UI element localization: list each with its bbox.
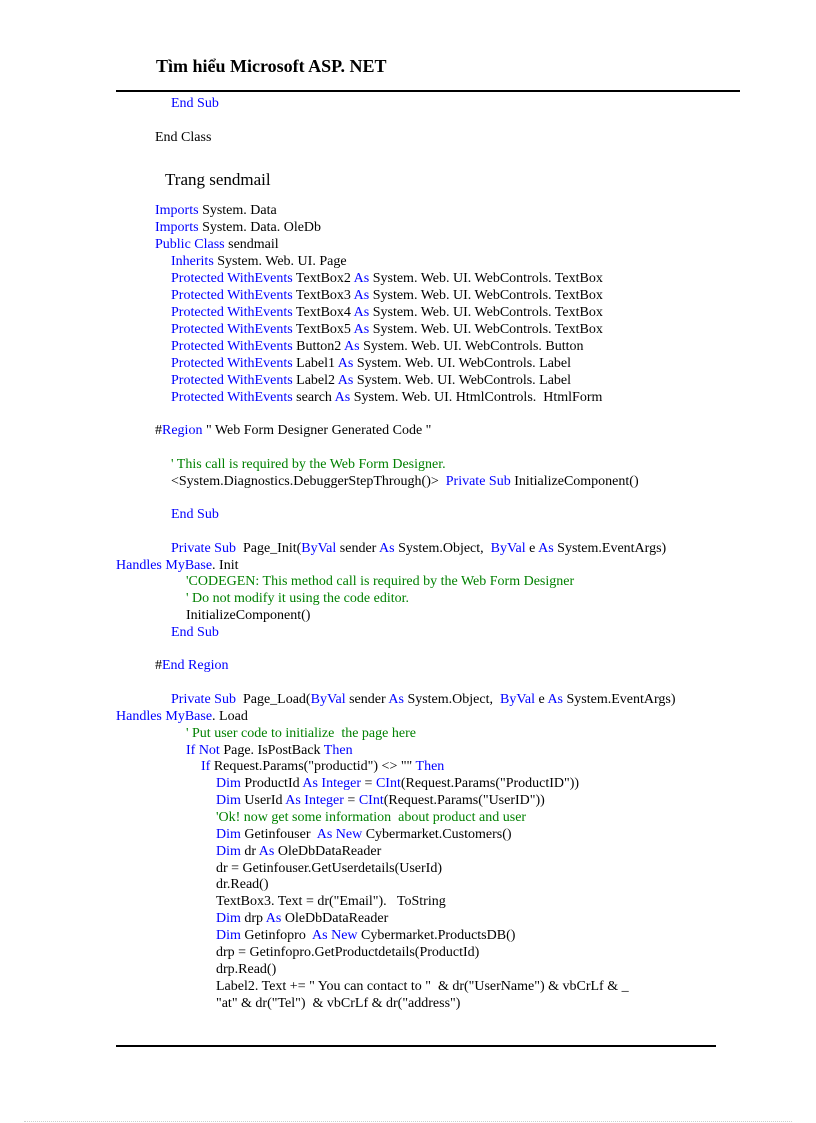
code-keyword: Dim [216,844,241,859]
code-line [155,236,279,253]
code-keyword: Private Sub [171,692,236,707]
code-line [216,961,276,978]
code-text: dr.Read() [216,877,269,892]
code-keyword: Protected WithEvents [171,390,293,405]
code-line [171,624,219,641]
code-keyword: As New [312,928,358,943]
code-text: Cybermarket.ProductsDB() [357,928,516,943]
code-keyword: As [547,692,563,707]
code-line [171,473,639,490]
code-comment: ' Do not modify it using the code editor. [186,591,409,606]
code-text: System.Object, [403,692,500,707]
code-keyword: Private Sub [171,541,236,556]
code-comment: 'Ok! now get some information about product and user [216,810,527,825]
code-keyword: As Integer [302,776,362,791]
code-text: System. Web. UI. HtmlControls. HtmlForm [350,390,603,405]
code-keyword: End Sub [171,96,219,111]
code-text: # [155,423,162,438]
code-keyword: Then [415,759,445,774]
code-keyword: Dim [216,793,241,808]
code-keyword: Then [323,743,353,758]
code-text: System.EventArgs) [563,692,676,707]
code-keyword: Protected WithEvents [171,373,293,388]
code-line [216,860,442,877]
code-line [216,792,545,809]
code-keyword: As [258,844,275,859]
code-keyword: Handles MyBase [116,558,213,573]
code-keyword: As [353,288,370,303]
code-text: drp.Read() [216,962,277,977]
code-text: drp = Getinfopro.GetProductdetails(ProductId) [216,945,480,960]
code-keyword: Protected WithEvents [171,339,293,354]
code-line [216,910,388,927]
code-text: System. Web. UI. Page [213,254,347,269]
code-text: Page_Load( [235,692,311,707]
code-keyword: End Region [162,658,229,673]
code-text: System. Web. UI. WebControls. TextBox [369,288,603,303]
code-text: = [361,776,376,791]
code-text: "at" & dr("Tel") & vbCrLf & dr("address") [216,996,461,1011]
code-text: Request.Params("productid") <> "" [210,759,416,774]
code-text: Getinfouser [240,827,317,842]
code-text: System. Web. UI. WebControls. Label [353,356,572,371]
code-text: InitializeComponent() [510,474,639,489]
code-text: InitializeComponent() [186,608,311,623]
code-keyword: Imports [155,220,199,235]
code-line [186,742,353,759]
code-line [171,95,219,112]
code-text: e [534,692,548,707]
code-keyword: As New [316,827,363,842]
code-keyword: End Sub [171,507,219,522]
code-keyword: Imports [155,203,199,218]
code-keyword: CInt [375,776,401,791]
code-keyword: As [388,692,404,707]
code-keyword: As [337,373,354,388]
code-text: OleDbDataReader [281,911,389,926]
code-line [171,691,676,708]
code-keyword: ByVal [490,541,526,556]
code-text: TextBox3 [292,288,354,303]
code-text: (Request.Params("ProductID")) [400,776,580,791]
code-line [216,944,479,961]
code-keyword: As [265,911,282,926]
code-text: TextBox3. Text = dr("Email"). ToString [216,894,446,909]
code-line [216,995,460,1012]
code-comment: 'CODEGEN: This method call is required by the Web Form Designer [186,574,575,589]
code-keyword: As [353,322,370,337]
code-line [186,607,310,624]
code-keyword: Public Class [155,237,225,252]
code-text: OleDbDataReader [274,844,382,859]
code-keyword: Dim [216,928,241,943]
code-text: System.EventArgs) [553,541,667,556]
code-line [171,321,603,338]
code-line [216,809,526,826]
code-text: Label2 [292,373,338,388]
code-text: System. Web. UI. WebControls. TextBox [369,305,603,320]
code-line [216,978,629,995]
code-keyword: As [379,541,395,556]
code-text: dr = Getinfouser.GetUserdetails(UserId) [216,861,442,876]
code-line [155,129,211,146]
code-line [171,389,602,406]
code-text: (Request.Params("UserID")) [383,793,545,808]
code-keyword: Handles MyBase [116,709,213,724]
code-text: Page_Init( [235,541,302,556]
code-text: TextBox2 [292,271,354,286]
header-divider [116,90,740,92]
code-line [216,927,515,944]
code-text: # [155,658,162,673]
code-text: dr [240,844,259,859]
code-keyword: Protected WithEvents [171,271,293,286]
code-text: sender [336,541,380,556]
code-text: UserId [240,793,286,808]
code-line [116,708,248,725]
code-line [171,540,666,557]
code-text: System. Web. UI. WebControls. Label [353,373,572,388]
code-line [186,573,574,590]
code-text: search [292,390,335,405]
page-header-title: Tìm hiểu Microsoft ASP. NET [156,56,387,76]
code-text: System. Web. UI. WebControls. Button [359,339,584,354]
code-line [171,355,571,372]
code-keyword: Dim [216,827,241,842]
code-keyword: Inherits [171,254,214,269]
code-keyword: If Not [186,743,220,758]
code-text: Label2. Text += " You can contact to " & dr("UserName") & vbCrLf & _ [216,979,629,994]
code-line [216,826,512,843]
code-line [171,372,571,389]
code-text: . Load [212,709,248,724]
code-comment: ' This call is required by the Web Form Designer. [171,457,446,472]
page-edge [24,1121,792,1122]
code-keyword: As [538,541,554,556]
code-text: System. Data [198,203,277,218]
code-line [186,590,409,607]
code-keyword: If [201,759,211,774]
code-keyword: Private Sub [445,474,511,489]
code-text: e [525,541,539,556]
code-text: System. Web. UI. WebControls. TextBox [369,322,603,337]
code-text: Page. IsPostBack [219,743,324,758]
code-line [201,758,444,775]
code-keyword: Region [162,423,203,438]
code-text: " Web Form Designer Generated Code " [202,423,432,438]
code-keyword: As [344,339,360,354]
code-keyword: Dim [216,911,241,926]
code-text: . Init [212,558,239,573]
code-text: Label1 [292,356,338,371]
footer-divider [116,1045,716,1047]
code-text: ProductId [240,776,303,791]
code-text: = [343,793,359,808]
code-text: TextBox4 [292,305,354,320]
code-line [171,304,603,321]
code-keyword: Protected WithEvents [171,356,293,371]
code-text: <System.Diagnostics.DebuggerStepThrough()> [171,474,446,489]
code-line [155,219,321,236]
code-keyword: Dim [216,776,241,791]
code-line [171,456,446,473]
code-keyword: Protected WithEvents [171,305,293,320]
code-text: sendmail [224,237,279,252]
code-line [171,338,584,355]
code-line [216,893,446,910]
code-text: System.Object, [394,541,491,556]
code-line [171,506,219,523]
code-line [171,253,347,270]
code-keyword: Protected WithEvents [171,322,293,337]
code-keyword: End Sub [171,625,219,640]
code-line [216,775,579,792]
code-line [216,876,268,893]
code-text: sender [345,692,389,707]
code-line [171,287,603,304]
code-keyword: Protected WithEvents [171,288,293,303]
code-keyword: As [337,356,354,371]
code-text: TextBox5 [292,322,354,337]
code-keyword: As [334,390,351,405]
code-text: drp [240,911,266,926]
code-keyword: ByVal [499,692,535,707]
code-text: Button2 [292,339,345,354]
code-text: End Class [155,130,212,145]
code-keyword: CInt [358,793,384,808]
code-text: System. Web. UI. WebControls. TextBox [369,271,603,286]
code-text: System. Data. OleDb [198,220,322,235]
code-text: Cybermarket.Customers() [362,827,512,842]
code-keyword: As [353,271,370,286]
code-keyword: ByVal [310,692,346,707]
code-line [216,843,381,860]
code-line [171,270,603,287]
code-line [155,422,431,439]
code-comment: ' Put user code to initialize the page here [186,726,416,741]
code-line [155,657,229,674]
code-text: Getinfopro [240,928,313,943]
code-keyword: As [353,305,370,320]
code-line [116,557,239,574]
code-line [155,202,277,219]
code-line [186,725,416,742]
code-keyword: As Integer [285,793,344,808]
code-keyword: ByVal [301,541,337,556]
section-heading: Trang sendmail [165,170,271,189]
